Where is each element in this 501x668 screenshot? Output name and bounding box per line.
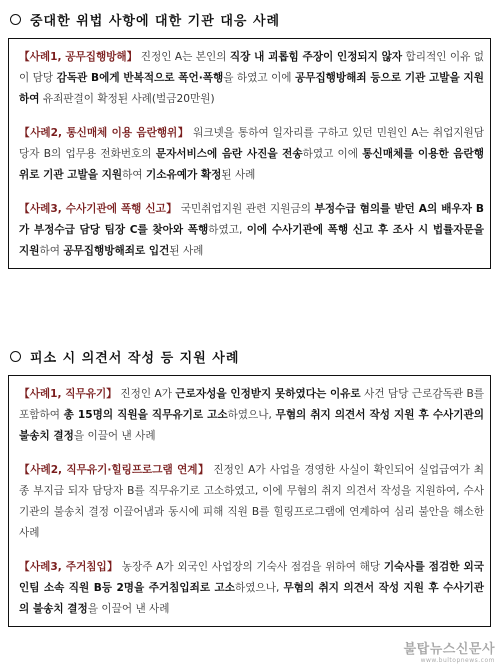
case-text: 하였으나, [235,582,284,594]
case-bold-text: 직장 내 괴롭힘 주장이 인정되지 않자 [229,51,403,63]
case-text: 하여 [39,245,64,257]
case-text: 하였고 이에 [302,148,363,160]
case-text: 하였으나, [227,409,276,421]
case-text: 진정인 A가 [116,388,176,400]
case-bold-text: 총 15명의 직원을 직무유기로 고소 [63,409,228,421]
case-title: 【사례3, 수사기관에 폭행 신고】 [19,203,178,215]
section1-heading-text: 중대한 위법 사항에 대한 기관 대응 사례 [30,14,281,29]
case-item [19,199,484,262]
case-text: 하여 [122,169,147,181]
circle-bullet-icon [10,14,21,25]
case-text: 을 하였고 이에 [223,72,295,84]
case-bold-text: 문자서비스에 음란 사진을 전송 [155,148,303,160]
case-text: 유죄판결이 확정된 사례(벌금20만원) [39,93,215,105]
case-text: 진정인 A는 본인의 [137,51,230,63]
section2-heading-text: 피소 시 의견서 작성 등 지원 사례 [30,351,240,366]
case-bold-text: 근로자성을 인정받지 못하였다는 이유로 [175,388,361,400]
case-text: 사건 담당 근로감독관 B를 포함하여 [19,388,484,421]
section1-box [8,38,491,269]
watermark-url: www.bultopnews.com [420,657,495,664]
case-item [19,460,484,544]
case-bold-text: 공무집행방해죄로 입건 [63,245,170,257]
case-bold-text: 기숙사를 점검한 외국인팀 소속 직원 B등 2명을 주거침입죄로 고소 [19,561,484,594]
case-text: 하였고, [208,224,247,236]
section1-heading [10,10,280,29]
case-item [19,557,484,620]
case-bold-text: 공무집행방해죄 등으로 기관 고발을 지원하여 [19,72,484,105]
circle-bullet-icon [10,351,21,362]
case-item [19,47,484,110]
watermark-name: 불탑뉴스신문사 [403,642,495,657]
case-title: 【사례1, 직무유기】 [19,388,117,400]
case-title: 【사례2, 통신매체 이용 음란행위】 [19,127,190,139]
case-bold-text: 기소유예가 확정 [146,169,222,181]
case-text: 합리적인 이유 없이 담당 [19,51,484,84]
section2-box [8,375,491,627]
case-text: 된 사례 [221,169,256,181]
case-title: 【사례1, 공무집행방해】 [19,51,138,63]
case-item [19,384,484,447]
section2-heading [10,347,239,366]
case-bold-text: 통신매체를 이용한 음란행위로 기관 고발을 지원 [19,148,484,181]
newspaper-watermark [404,638,495,664]
case-bold-text: 무혐의 취지 의견서 작성 지원 후 수사기관의 불송치 결정 [19,582,484,615]
case-bold-text: 부정수급 혐의를 받던 A의 배우자 B가 부정수급 담당 팀장 C를 찾아와 폭행 [19,203,485,236]
case-text: 을 이끌어 낸 사례 [87,603,170,615]
case-text: 된 사례 [169,245,204,257]
case-text: 국민취업지원 관련 지원금의 [177,203,315,215]
case-bold-text: 감독관 B에게 반복적으로 폭언·폭행 [56,72,224,84]
case-text: 진정인 A가 사업을 경영한 사실이 확인되어 실업급여가 최종 부지급 되자 담당자 B를 직무유기로 고소하였고, 이에 무혐의 취지 의견서 작성을 지원하여, 수사기관의 불송치 결정 이끌어냄과 동시에 피해 직원 B를 힐링프로그램에 연계하여 심리 불안을 해소한 사례 [19,464,484,539]
case-bold-text: 무혐의 취지 의견서 작성 지원 후 수사기관의 불송치 결정 [19,409,484,442]
case-item [19,123,484,186]
case-text: 농장주 A가 외국인 사업장의 기숙사 점검을 위하여 해당 [118,561,384,573]
case-text: 을 이끌어 낸 사례 [73,430,156,442]
case-bold-text: 이에 수사기관에 폭행 신고 후 조사 시 법률자문을 지원 [19,224,485,257]
case-title: 【사례3, 주거침입】 [19,561,119,573]
case-text: 워크넷을 통하여 일자리를 구하고 있던 민원인 A는 취업지원담당자 B의 업무용 전화번호의 [19,127,484,160]
case-title: 【사례2, 직무유기·힐링프로그램 연계】 [19,464,210,476]
